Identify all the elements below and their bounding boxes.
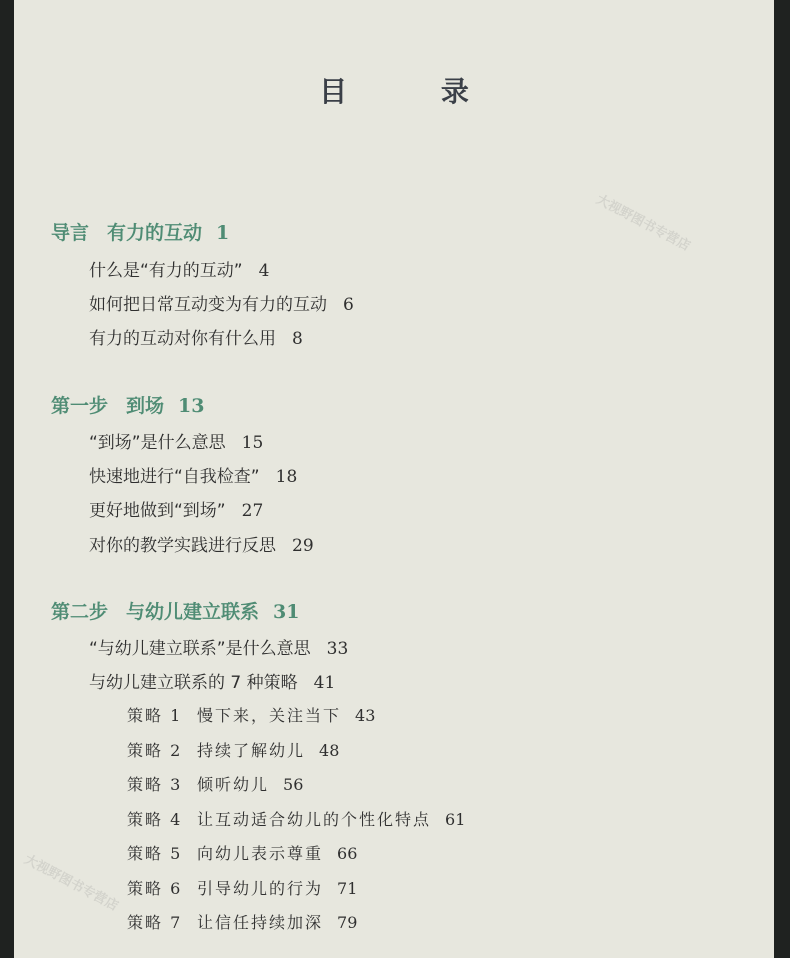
entry-text: “与幼儿建立联系”是什么意思 xyxy=(89,639,311,659)
section-heading xyxy=(51,597,299,624)
toc-entry xyxy=(89,634,348,659)
page-number: 15 xyxy=(241,433,264,453)
strategy-entry xyxy=(127,738,339,761)
toc-entry xyxy=(89,462,297,487)
strategy-text: 慢下来，关注当下 xyxy=(197,706,342,725)
toc-entry xyxy=(89,290,354,315)
entry-text: 如何把日常互动变为有力的互动 xyxy=(89,295,327,315)
entry-text: 更好地做到“到场” xyxy=(89,501,226,521)
watermark: 大视野图书专营店 xyxy=(593,192,693,255)
entry-text: 与幼儿建立联系的 7 种策略 xyxy=(89,673,298,693)
entry-text: 对你的教学实践进行反思 xyxy=(89,536,276,556)
page-number: 13 xyxy=(178,395,205,417)
strategy-text: 向幼儿表示尊重 xyxy=(197,844,324,863)
toc-entry xyxy=(89,428,263,453)
section-label: 第二步 xyxy=(51,601,109,623)
page-number: 29 xyxy=(292,536,314,556)
strategy-text: 让互动适合幼儿的个性化特点 xyxy=(197,810,432,829)
strategy-label: 策略 5 xyxy=(127,844,183,863)
page-number: 71 xyxy=(337,879,358,898)
section-title-text: 到场 xyxy=(126,395,165,417)
strategy-text: 让信任持续加深 xyxy=(197,913,324,932)
entry-text: “到场”是什么意思 xyxy=(89,433,226,453)
entry-text: 有力的互动对你有什么用 xyxy=(89,329,276,349)
page-number: 61 xyxy=(445,810,466,829)
toc-page xyxy=(14,0,774,958)
strategy-entry xyxy=(127,841,357,864)
entry-text: 快速地进行“自我检查” xyxy=(89,467,260,487)
page-number: 8 xyxy=(292,329,303,349)
page-number: 31 xyxy=(273,601,300,623)
strategy-text: 持续了解幼儿 xyxy=(197,741,306,760)
toc-entry xyxy=(89,496,263,521)
strategy-label: 策略 1 xyxy=(127,706,183,725)
section-heading xyxy=(51,218,229,245)
page-title: 目 录 xyxy=(319,75,511,108)
strategy-text: 引导幼儿的行为 xyxy=(197,879,324,898)
toc-entry xyxy=(89,531,314,556)
section-label: 导言 xyxy=(51,222,90,244)
strategy-label: 策略 2 xyxy=(127,741,183,760)
section-heading xyxy=(51,391,204,418)
strategy-label: 策略 4 xyxy=(127,810,183,829)
toc-entry xyxy=(89,668,335,693)
page-number: 48 xyxy=(319,741,340,760)
strategy-label: 策略 6 xyxy=(127,879,183,898)
strategy-entry xyxy=(127,876,357,899)
watermark: 大视野图书专营店 xyxy=(21,852,121,915)
strategy-entry xyxy=(127,772,303,795)
page-number: 56 xyxy=(283,775,304,794)
page-number: 4 xyxy=(258,261,270,281)
toc-entry xyxy=(89,324,303,349)
page-number: 43 xyxy=(355,706,376,725)
section-title-text: 与幼儿建立联系 xyxy=(126,601,260,623)
strategy-entry xyxy=(127,703,375,726)
page-number: 27 xyxy=(241,501,264,521)
page-number: 41 xyxy=(313,673,336,693)
strategy-entry xyxy=(127,807,465,830)
page-number: 18 xyxy=(275,467,298,487)
strategy-label: 策略 3 xyxy=(127,775,183,794)
strategy-entry xyxy=(127,910,357,933)
section-title-text: 有力的互动 xyxy=(107,222,203,244)
toc-entry xyxy=(89,256,269,281)
page-number: 79 xyxy=(337,913,358,932)
page-number: 66 xyxy=(337,844,358,863)
strategy-text: 倾听幼儿 xyxy=(197,775,270,794)
page-number: 6 xyxy=(343,295,354,315)
section-label: 第一步 xyxy=(51,395,109,417)
entry-text: 什么是“有力的互动” xyxy=(89,261,243,281)
page-number: 33 xyxy=(326,639,349,659)
page-number: 1 xyxy=(216,222,230,244)
strategy-label: 策略 7 xyxy=(127,913,183,932)
